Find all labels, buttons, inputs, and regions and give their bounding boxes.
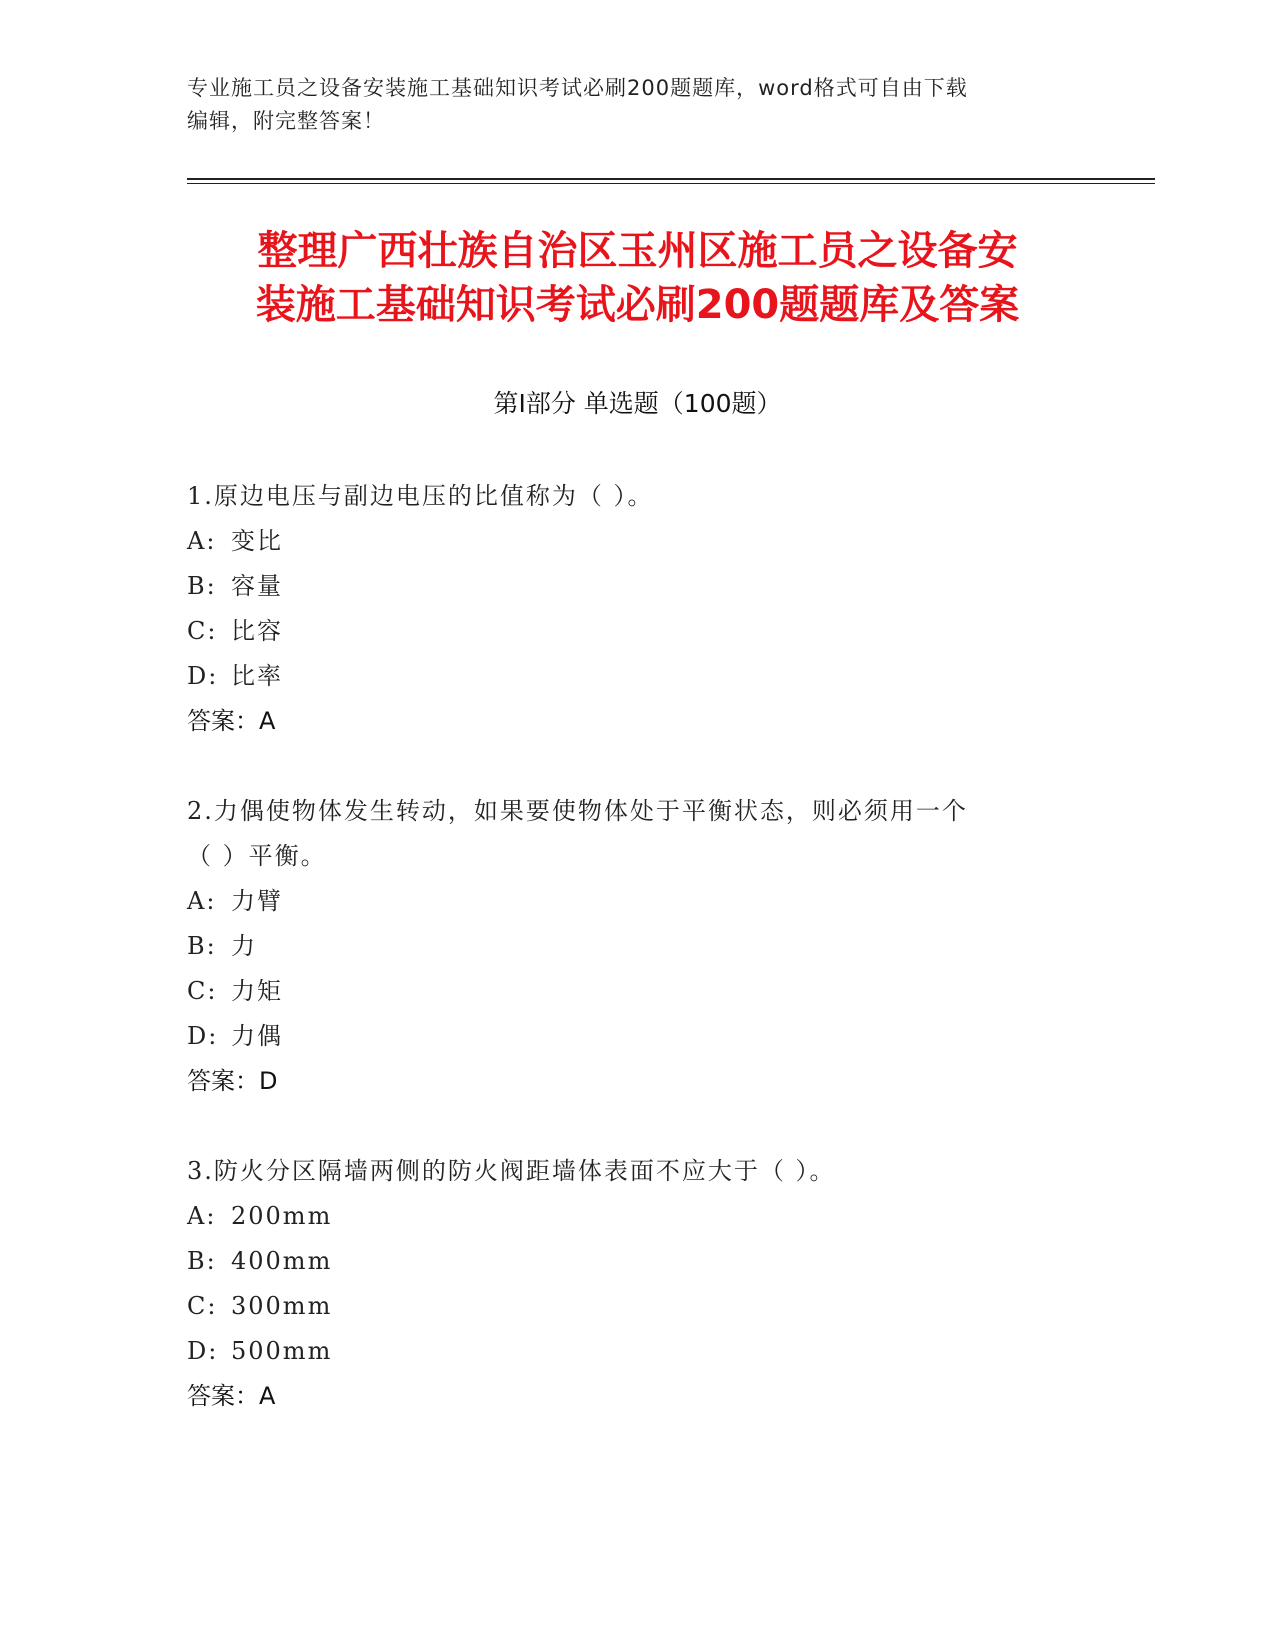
title-line-2: 装施工基础知识考试必刷200题题库及答案 [255,282,1020,328]
option-text: 力臂 [231,887,283,915]
option-letter: A: [187,1202,217,1230]
option-letter: D: [187,662,219,690]
option-letter: C: [187,617,218,645]
option-letter: D: [187,1022,219,1050]
option-letter: C: [187,1292,218,1320]
option-letter: B: [187,932,217,960]
option-d [187,654,1087,699]
option-text: 力 [231,932,257,960]
question-text: 3.防火分区隔墙两侧的防火阀距墙体表面不应大于（ ）。 [187,1157,836,1185]
option-letter: B: [187,1247,217,1275]
question-text: 1.原边电压与副边电压的比值称为（ ）。 [187,482,654,510]
option-c [187,1284,1087,1329]
option-b [187,924,1087,969]
option-text: 500mm [231,1337,333,1365]
question-text-continued: （ ）平衡。 [187,842,327,870]
option-text: 力矩 [231,977,283,1005]
option-text: 比容 [231,617,283,645]
option-c [187,609,1087,654]
question-3 [187,1149,1087,1419]
option-a [187,1194,1087,1239]
option-c [187,969,1087,1014]
option-letter: C: [187,977,218,1005]
document-title [180,224,1095,332]
option-text: 比率 [231,662,283,690]
header-line-1: 专业施工员之设备安装施工基础知识考试必刷200题题库，word格式可自由下载 [187,76,968,100]
option-a [187,519,1087,564]
title-line-1: 整理广西壮族自治区玉州区施工员之设备安 [257,228,1018,274]
option-text: 300mm [231,1292,333,1320]
option-b [187,1239,1087,1284]
answer-line: 答案：A [187,707,276,735]
header-divider-thick [187,178,1155,180]
option-letter: A: [187,887,217,915]
option-a [187,879,1087,924]
header-divider-thin [187,183,1155,184]
header-line-2: 编辑，附完整答案！ [187,109,385,133]
option-letter: A: [187,527,217,555]
option-b [187,564,1087,609]
question-text: 2.力偶使物体发生转动，如果要使物体处于平衡状态，则必须用一个 [187,797,968,825]
option-d [187,1329,1087,1374]
option-text: 200mm [231,1202,333,1230]
option-text: 容量 [231,572,283,600]
answer-line: 答案：A [187,1382,276,1410]
option-text: 400mm [231,1247,333,1275]
option-d [187,1014,1087,1059]
document-header [187,72,1087,138]
question-2 [187,789,1087,1104]
section-title: 第Ⅰ部分 单选题（100题） [493,389,782,418]
option-text: 力偶 [231,1022,283,1050]
option-letter: D: [187,1337,219,1365]
question-1 [187,474,1087,744]
option-text: 变比 [231,527,283,555]
question-list [187,474,1087,1464]
answer-line: 答案：D [187,1067,278,1095]
option-letter: B: [187,572,217,600]
